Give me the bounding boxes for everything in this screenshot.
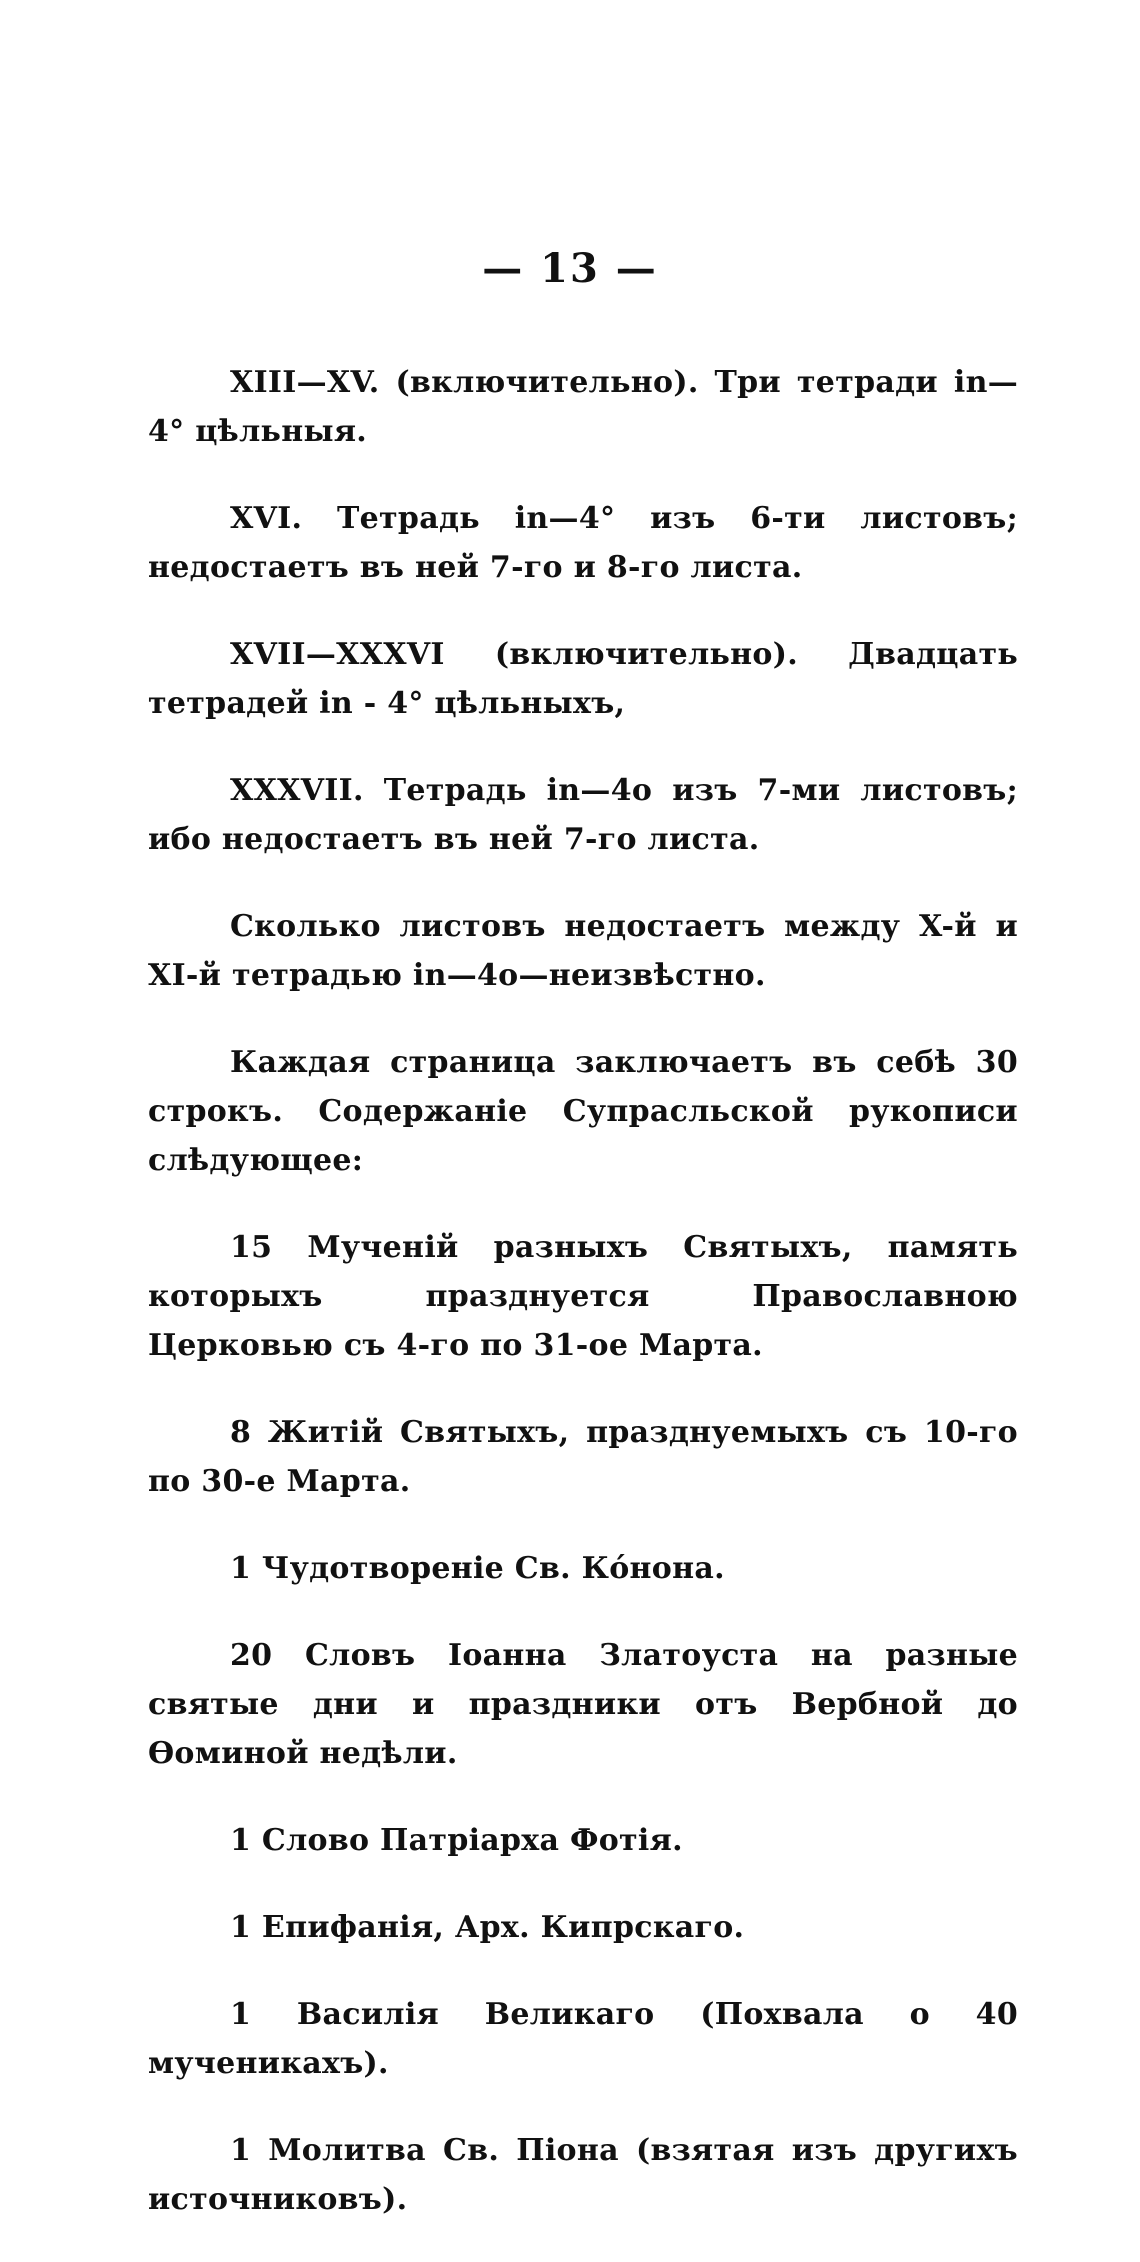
paragraph-basil: 1 Василія Великаго (Похвала о 40 мученикахъ). bbox=[148, 1997, 1018, 2081]
page-text bbox=[148, 358, 1018, 2262]
paragraph-pionius: 1 Молитва Св. Піона (взятая изъ другихъ источниковъ). bbox=[148, 2133, 1018, 2217]
paragraph-xiii-xv: XIII—XV. (включительно). Три тетради in—4° цѣльныя. bbox=[148, 365, 1018, 449]
page-number: — 13 — bbox=[482, 245, 658, 292]
paragraph-epiphanius: 1 Епифанія, Арх. Кипрскаго. bbox=[230, 1910, 745, 1945]
paragraph-xxxvii: XXXVII. Тетрадь in—4о изъ 7-ми листовъ; ибо недостаетъ въ ней 7-го листа. bbox=[148, 773, 1018, 857]
paragraph-martyrdoms: 15 Мученій разныхъ Святыхъ, память которыхъ празднуется Православною Церковью съ 4-го по 31-ое Марта. bbox=[148, 1230, 1018, 1363]
paragraph-lives: 8 Житій Святыхъ, празднуемыхъ съ 10-го по 30-е Марта. bbox=[148, 1415, 1018, 1499]
paragraph-miracle: 1 Чудотвореніе Св. Кóнона. bbox=[230, 1551, 725, 1586]
paragraph-missing-leaves: Сколько листовъ недостаетъ между X-й и XI-й тетрадью in—4о—неизвѣстно. bbox=[148, 909, 1018, 993]
paragraph-xvi: XVI. Тетрадь in—4° изъ 6-ти листовъ; недостаетъ въ ней 7-го и 8-го листа. bbox=[148, 501, 1018, 585]
paragraph-lines-per-page: Каждая страница заключаетъ въ себѣ 30 строкъ. Содержаніе Супрасльской рукописи слѣдующее: bbox=[148, 1045, 1018, 1178]
paragraph-photius: 1 Слово Патріарха Фотія. bbox=[230, 1823, 683, 1858]
paragraph-chrysostom: 20 Словъ Іоанна Златоуста на разные святые дни и праздники отъ Вербной до Ѳоминой недѣли. bbox=[148, 1638, 1018, 1771]
paragraph-xvii-xxxvi: XVII—XXXVI (включительно). Двадцать тетрадей in - 4° цѣльныхъ, bbox=[148, 637, 1018, 721]
